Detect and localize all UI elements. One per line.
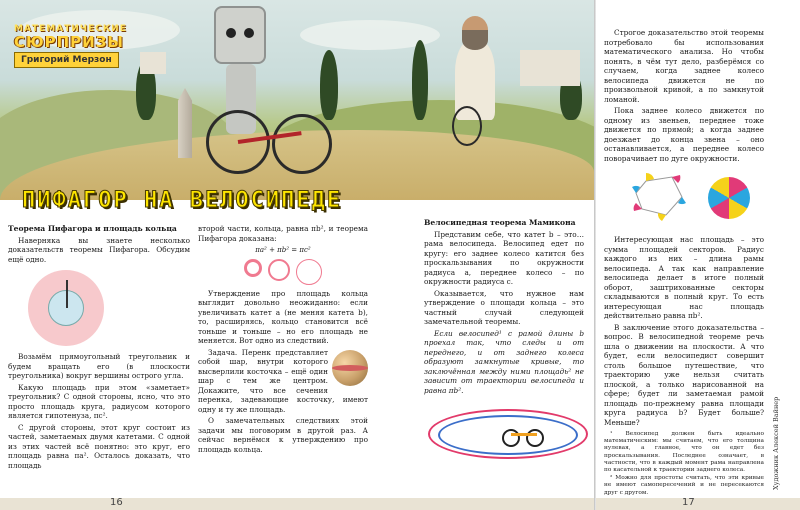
wheel xyxy=(502,429,520,447)
column-4 xyxy=(604,28,764,498)
ring-figure xyxy=(28,268,114,348)
paragraph: Интересующая нас площадь – это сумма площадей секторов. Радиус каждого из них – длина рамы велосипеда. А так как направление велосипеда делает в итоге полный оборот, заштрихованные секторы складываются в полный круг. То есть интересующая нас площадь действительно равна πb². xyxy=(604,235,764,320)
page-footer-bar xyxy=(596,498,800,510)
paragraph: С другой стороны, этот круг состоит из частей, заметаемых двумя катетами. С одной из этих частей всё понятно: это круг, его площадь равна πa². Осталось доказать, что площадь xyxy=(8,422,190,470)
paragraph: В заключение этого доказательства – вопрос. В велосипедной теореме речь шла о движении на плоскости. А что будет, если велосипедист совершит столь большое путешествие, что траекторию уже нельзя считать плоской, а только нарисованной на сфере; будет ли заметаемая рамой площадь по-прежнему равна площади круга радиуса b? Будет больше? Меньше? xyxy=(604,322,764,427)
paragraph: Какую площадь при этом «заметает» треугольник? С одной стороны, ясно, что это просто площадь круга, радиусом которого является гипотенуза, πc². xyxy=(8,382,190,420)
cypress-tree xyxy=(320,50,338,120)
column-1 xyxy=(8,224,190,472)
temple xyxy=(520,50,580,86)
wheel xyxy=(526,429,544,447)
cover-illustration xyxy=(0,0,594,200)
paragraph: Оказывается, что нужное нам утверждение о площади кольца – это частный случай следующей замечательной теоремы. xyxy=(424,288,584,326)
temple xyxy=(140,52,166,74)
assembled-circle xyxy=(708,177,750,219)
peach-sphere-figure xyxy=(332,350,368,386)
page-footer-bar xyxy=(0,498,594,510)
bicycle-track-figure xyxy=(424,401,594,467)
article-title: ПИФАГОР НА ВЕЛОСИПЕДЕ xyxy=(22,188,343,213)
cypress-tree xyxy=(412,40,428,120)
robot-eye xyxy=(226,28,236,38)
illustrator-credit: Художник Алексей Вайнер xyxy=(772,396,780,490)
paragraph: второй части, кольца, равна πb², и теорема Пифагора доказана: xyxy=(198,224,368,243)
series-logo-top: МАТЕМАТИЧЕСКИЕ xyxy=(14,24,127,34)
bicycle-icon xyxy=(502,425,546,447)
section-heading: Теорема Пифагора и площадь кольца xyxy=(8,224,177,233)
ring xyxy=(244,259,262,277)
paragraph: О замечательных следствиях этой задачи мы поговорим в другой раз. А сейчас вернёмся к утверждению про площадь кольца. xyxy=(198,416,368,454)
polygon-sectors xyxy=(632,171,686,221)
triangle-leg xyxy=(66,280,68,308)
footnote: ² Можно для простоты считать, что эти кривые не имеют самопересечений и не пересекаются друг с другом. xyxy=(604,475,764,496)
page-number-right: 17 xyxy=(682,497,695,508)
page-gutter xyxy=(594,0,596,510)
paragraph: Утверждение про площадь кольца выглядит довольно неожиданно: если увеличивать катет a (не меняя катета b), то, расширяясь, кольцо становится всё тоньше и тоньше – но его площадь не меняется. Вот одно из следствий. xyxy=(198,288,368,345)
frame xyxy=(511,433,537,436)
column-2 xyxy=(198,224,368,456)
pythagoras-formula: πa² + πb² = πc² xyxy=(255,246,311,254)
theorem-statement: Если велосипед¹ с рамой длины b проехал так, что следы и от переднего, и от заднего колеса образуют замкнутые кривые, то заключённая между ними площадь² не зависит от траектории велосипеда и равна πb². xyxy=(424,328,584,395)
paragraph: Задача. Перенк представляет собой шар, внутри которого высверлили косточка – ещё один шар с тем же центром. Докажите, что все сечения перенка, задевающие косточку, имеют одну и ту же площадь. xyxy=(198,347,368,414)
footnote: ¹ Велосипед должен быть идеально математическим: мы считаем, что его толщина нулевая, а главное, что он едет без проскальзывания. Последнее означает, в частности, что в каждый момент рама направлена по касательной к траектории заднего колеса. xyxy=(604,431,764,474)
bicycle-wheel xyxy=(272,114,332,174)
section-heading: Велосипедная теорема Мамикона xyxy=(424,218,576,227)
page-number-left: 16 xyxy=(110,497,123,508)
sectors-figure xyxy=(604,169,764,229)
paragraph: Строгое доказательство этой теоремы потребовало бы использования математического анализа. Но чтобы понять, в чём тут дело, разберёмся со случаем, когда заднее колесо велосипеда движется не по произвольной кривой, а по замкнутой ломаной. xyxy=(604,28,764,104)
series-logo-bottom: СЮРПРИЗЫ xyxy=(14,33,124,51)
cyclist-beard xyxy=(462,30,488,50)
ring xyxy=(268,259,290,281)
author-name: Григорий Мерзон xyxy=(14,52,119,68)
footnotes xyxy=(604,431,764,497)
robot-eye xyxy=(244,28,254,38)
paragraph: Представим себе, что катет b – это… рама велосипеда. Велосипед едет по кругу: его заднее колесо катится без проскальзывания по окружности радиуса a, переднее колесо – по окружности радиуса c. xyxy=(424,229,584,286)
paragraph: Пока заднее колесо движется по одному из звеньев, переднее тоже движется по прямой; а когда заднее доезжает до конца звена – оно останавливается, а переднее колесо поворачивает по дуге окружности. xyxy=(604,106,764,163)
bicycle-wheel xyxy=(452,106,482,146)
column-3 xyxy=(424,218,584,467)
rings-figure xyxy=(198,259,368,285)
ring xyxy=(296,259,322,285)
obelisk xyxy=(178,88,192,158)
paragraph: Возьмём прямоугольный треугольник и будем вращать его (в плоскости треугольника) вокруг вершины острого угла. xyxy=(8,352,190,380)
robot-head xyxy=(214,6,266,64)
paragraph: Наверняка вы знаете несколько доказательств теоремы Пифагора. Обсудим ещё одно. xyxy=(8,235,190,264)
